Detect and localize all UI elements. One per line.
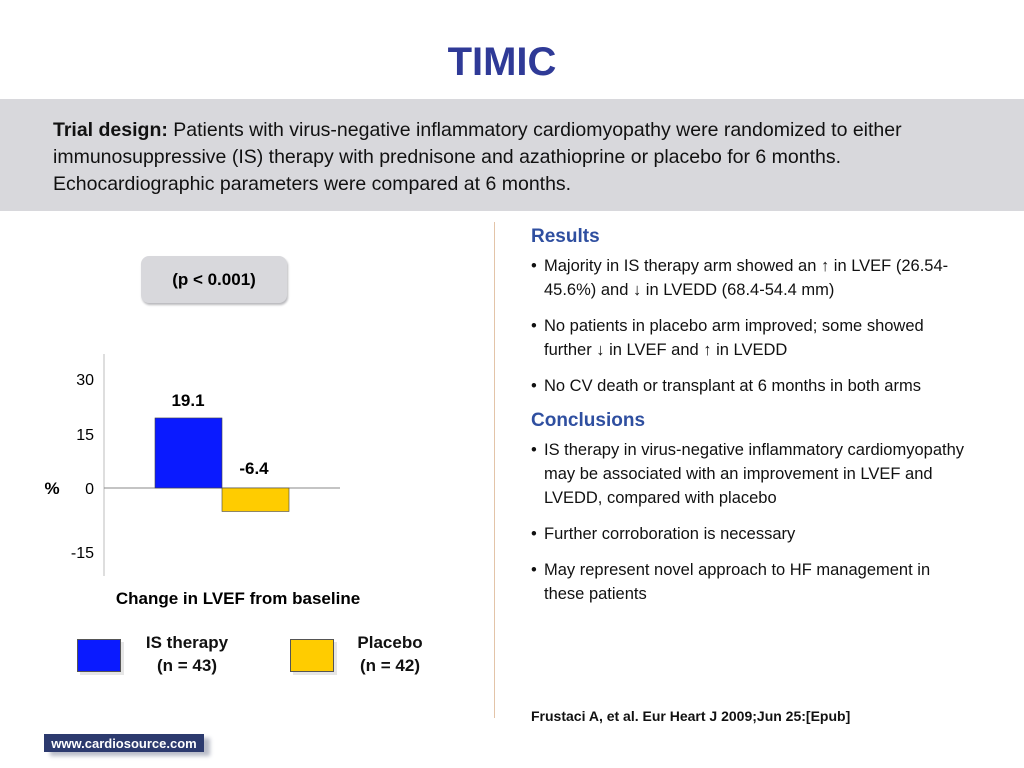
p-value-badge: (p < 0.001)	[141, 256, 287, 303]
legend-swatch-placebo	[290, 639, 334, 672]
legend-placebo-name: Placebo	[357, 633, 423, 652]
legend-label-is-therapy	[128, 631, 246, 677]
trial-design-label: Trial design:	[53, 119, 168, 141]
legend-label-placebo	[342, 631, 438, 677]
x-axis-title: Change in LVEF from baseline	[115, 589, 361, 608]
legend-swatch-is-therapy	[77, 639, 121, 672]
bar-value-label-placebo: -6.4	[239, 459, 269, 478]
y-tick-label: 15	[76, 427, 94, 444]
citation: Frustaci A, et al. Eur Heart J 2009;Jun 25:[Epub]	[531, 708, 851, 724]
cardiosource-link[interactable]: www.cardiosource.com	[44, 734, 204, 752]
y-axis-label: %	[44, 479, 60, 498]
bar-value-label-is: 19.1	[171, 390, 205, 410]
legend-is-n: (n = 43)	[157, 656, 217, 675]
bar-is-therapy	[155, 418, 222, 488]
y-tick-label: -15	[70, 545, 94, 562]
y-tick-label: 0	[85, 481, 94, 498]
legend-placebo-n: (n = 42)	[360, 656, 420, 675]
conclusions-heading: Conclusions	[531, 410, 646, 431]
conclusions-bullet: • Further corroboration is necessary	[531, 522, 971, 546]
trial-design-body: Patients with virus-negative inflammatory cardiomyopathy were randomized to either immunosuppressive (IS) therapy with prednisone and azathioprine or placebo for 6 months. Echocardiographic parameters were compared at 6 months.	[53, 119, 902, 195]
results-bullet: • Majority in IS therapy arm showed an ↑ in LVEF (26.54-45.6%) and ↓ in LVEDD (68.4-54.4 mm)	[531, 254, 971, 302]
slide-title: TIMIC	[447, 40, 557, 84]
findings-column	[531, 226, 971, 618]
results-list	[531, 254, 971, 398]
column-divider	[494, 222, 495, 718]
conclusions-bullet: • May represent novel approach to HF management in these patients	[531, 558, 971, 606]
bar-placebo	[222, 488, 289, 511]
y-tick-label: 30	[76, 372, 94, 389]
trial-design-text	[53, 117, 983, 198]
conclusions-bullet: • IS therapy in virus-negative inflammatory cardiomyopathy may be associated with an improvement in LVEF and LVEDD, compared with placebo	[531, 438, 971, 510]
results-bullet: • No patients in placebo arm improved; some showed further ↓ in LVEF and ↑ in LVEDD	[531, 314, 971, 362]
lvef-bar-chart	[0, 340, 480, 620]
legend-is-name: IS therapy	[145, 633, 229, 652]
results-heading: Results	[531, 226, 600, 247]
results-bullet: • No CV death or transplant at 6 months in both arms	[531, 374, 971, 398]
conclusions-list	[531, 438, 971, 606]
